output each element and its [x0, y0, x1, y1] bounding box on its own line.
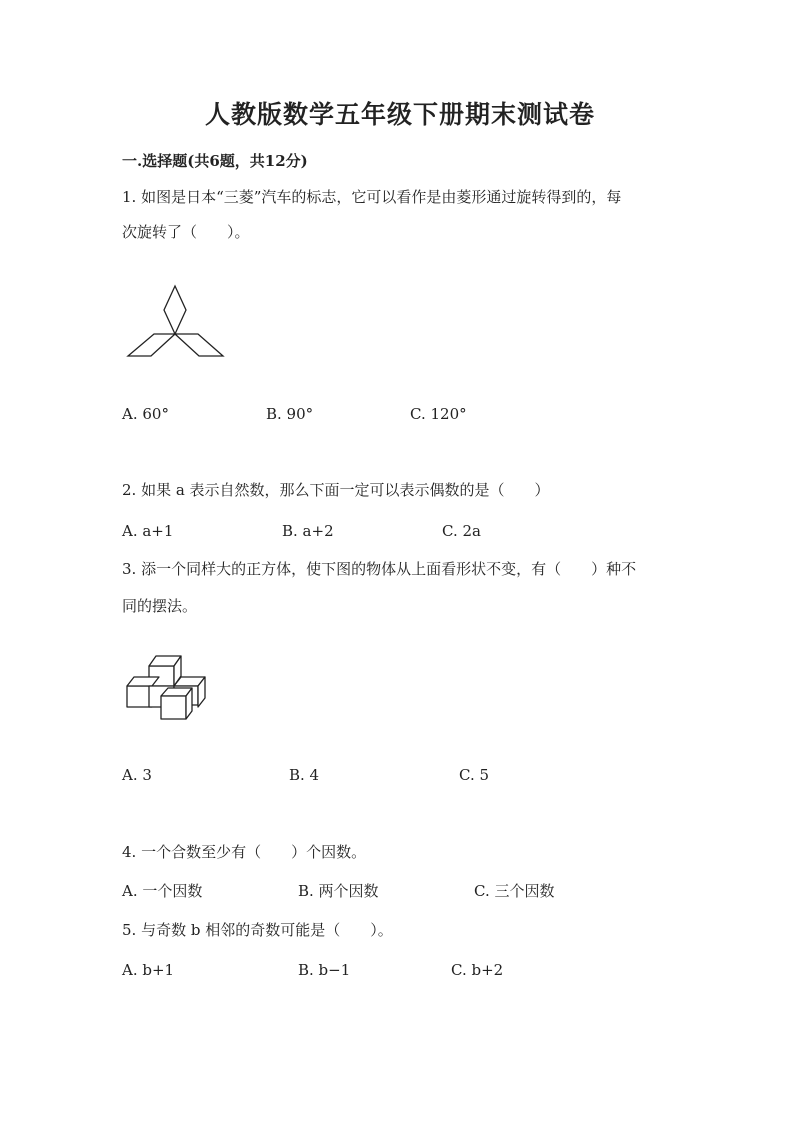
question-2-option-b: B. a+2 — [282, 522, 334, 540]
cube-left-front — [127, 686, 152, 707]
question-2-text: 2. 如果 a 表示自然数，那么下面一定可以表示偶数的是（ ） — [122, 481, 550, 499]
rhombus-top — [164, 286, 186, 334]
question-4-option-c: C. 三个因数 — [474, 882, 555, 900]
question-3-option-b: B. 4 — [289, 766, 320, 784]
question-4-text: 4. 一个合数至少有（ ）个因数。 — [122, 843, 367, 861]
cube-front-front — [161, 696, 186, 719]
question-5-text: 5. 与奇数 b 相邻的奇数可能是（ ）。 — [122, 921, 393, 939]
rhombus-left — [128, 334, 175, 356]
question-5-option-c: C. b+2 — [451, 961, 504, 979]
question-2-option-c: C. 2a — [442, 522, 481, 540]
question-4-option-a: A. 一个因数 — [122, 882, 203, 900]
question-1-text-line2: 次旋转了（ ）。 — [122, 223, 250, 241]
question-5-option-a: A. b+1 — [122, 961, 175, 979]
question-1-option-c: C. 120° — [410, 405, 467, 423]
question-3-text-line2: 同的摆法。 — [122, 597, 198, 615]
question-1-text-line1: 1. 如图是日本“三菱”汽车的标志，它可以看作是由菱形通过旋转得到的，每 — [122, 188, 622, 206]
section-heading: 一.选择题(共6题，共12分) — [122, 152, 308, 170]
question-1-option-b: B. 90° — [266, 405, 314, 423]
question-1-option-a: A. 60° — [122, 405, 169, 423]
question-5-option-b: B. b−1 — [298, 961, 351, 979]
cube-stack-figure — [120, 650, 212, 722]
question-3-option-a: A. 3 — [122, 766, 152, 784]
mitsubishi-logo-figure — [120, 280, 232, 360]
page-title: 人教版数学五年级下册期末测试卷 — [204, 100, 595, 129]
question-3-option-c: C. 5 — [459, 766, 490, 784]
question-2-option-a: A. a+1 — [122, 522, 174, 540]
question-3-text-line1: 3. 添一个同样大的正方体，使下图的物体从上面看形状不变，有（ ）种不 — [122, 560, 637, 578]
rhombus-right — [175, 334, 223, 356]
question-4-option-b: B. 两个因数 — [298, 882, 379, 900]
